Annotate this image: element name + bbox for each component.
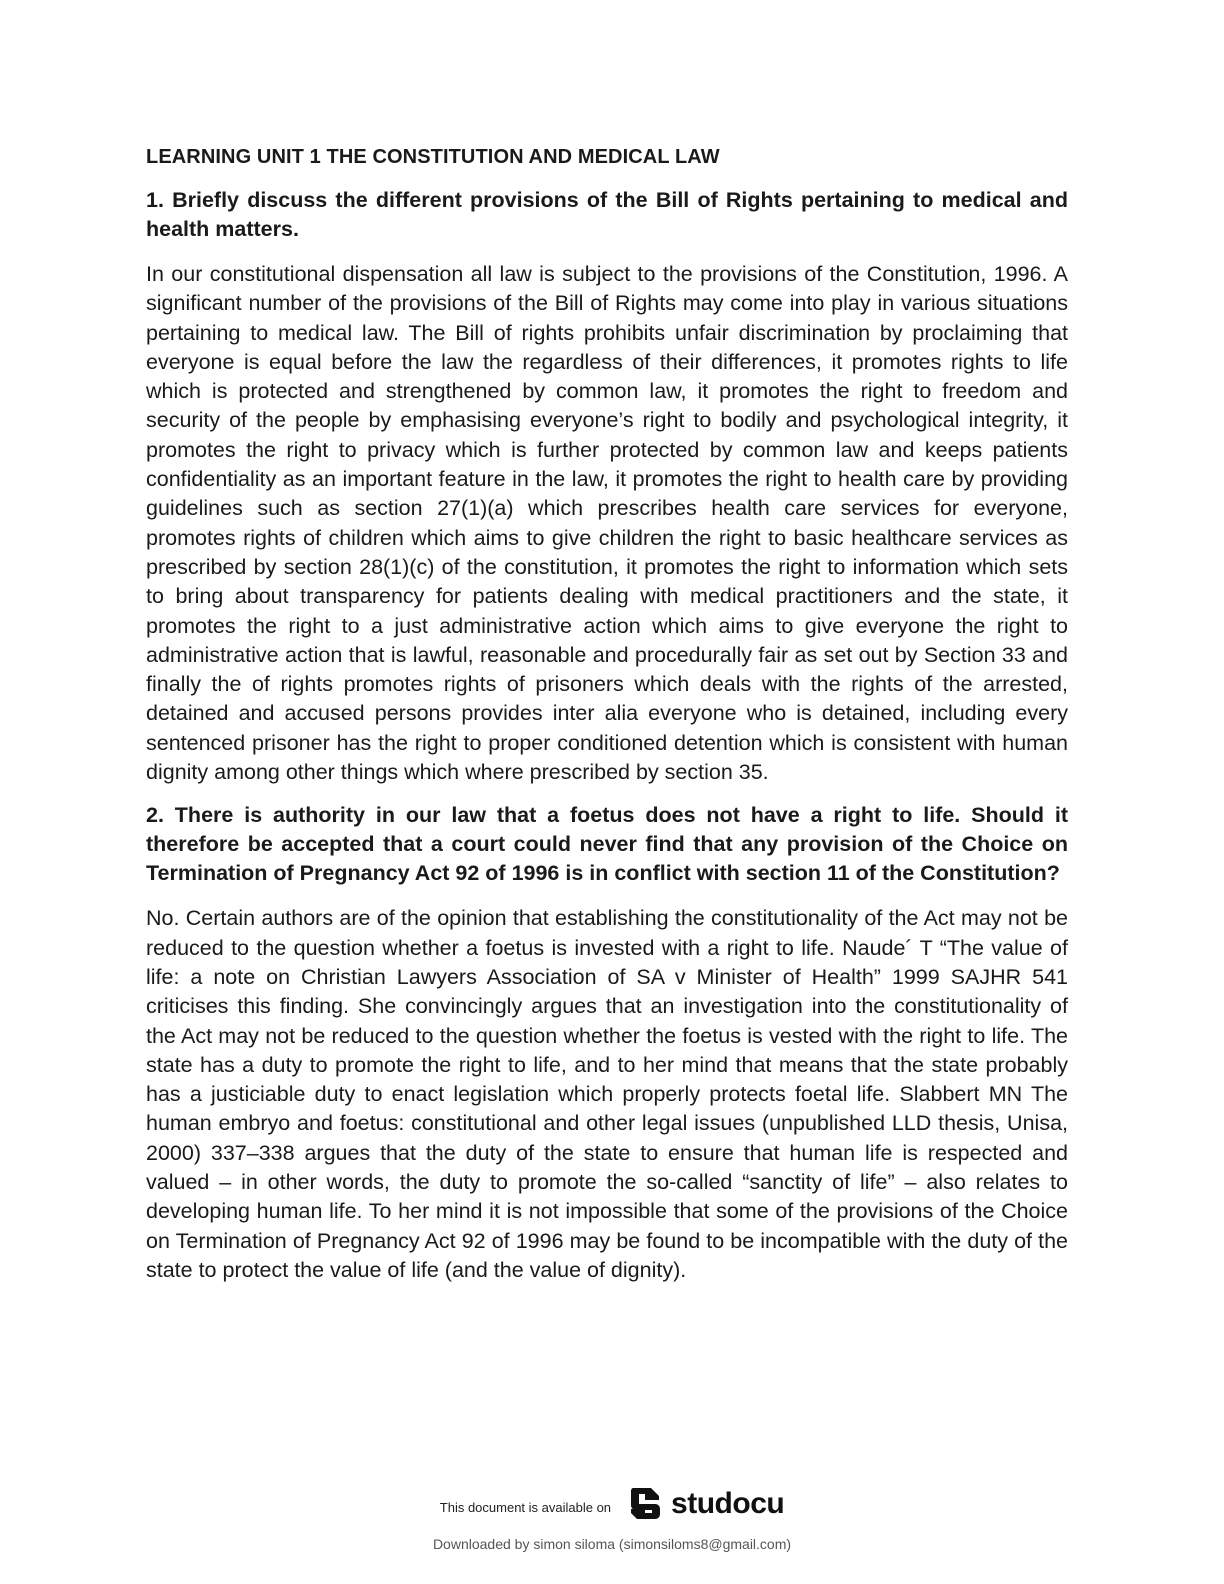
question-1: 1. Briefly discuss the different provisions of the Bill of Rights pertaining to medical and health matters. — [146, 188, 1068, 241]
studocu-banner[interactable] — [0, 1480, 1224, 1528]
question-2: 2. There is authority in our law that a foetus does not have a right to life. Should it therefore be accepted that a court could never find that any provision of the Choice on Termination of Pregnancy Act 92 of 1996 is in conflict with section 11 of the Constitution? — [146, 803, 1068, 886]
available-on-text: This document is available on — [439, 1499, 612, 1515]
studocu-logo[interactable] — [625, 1482, 784, 1527]
studocu-wordmark: studocu — [671, 1487, 785, 1520]
answer-1: In our constitutional dispensation all law is subject to the provisions of the Constitution, 1996. A significant number of the provisions of the Bill of Rights may come into play in various situations pertaining to medical law. The Bill of rights prohibits unfair discrimination by proclaiming that everyone is equal before the law the regardless of their differences, it promotes rights to life which is protected and strengthened by common law, it promotes the right to freedom and security of the people by emphasising everyone’s right to bodily and psychological integrity, it promotes the right to privacy which is further protected by common law and keeps patients confidentiality as an important feature in the law, it promotes the right to health care by providing guidelines such as section 27(1)(a) which prescribes health care services for everyone, promotes rights of children which aims to give children the right to basic healthcare services as prescribed by section 28(1)(c) of the constitution, it promotes the right to information which sets to bring about transparency for patients dealing with medical practitioners and the state, it promotes the right to a just administrative action which aims to give everyone the right to administrative action that is lawful, reasonable and procedurally fair as set out by Section 33 and finally the of rights promotes rights of prisoners which deals with the rights of the arrested, detained and accused persons provides inter alia everyone who is detained, including every sentenced prisoner has the right to proper conditioned detention which is consistent with human dignity among other things which where prescribed by section 35. — [146, 262, 1068, 785]
page-footer — [0, 1480, 1224, 1552]
unit-title: LEARNING UNIT 1 THE CONSTITUTION AND MEDICAL LAW — [146, 146, 720, 168]
downloaded-by-text: Downloaded by simon siloma (simonsiloms8@gmail.com) — [432, 1536, 792, 1552]
answer-2: No. Certain authors are of the opinion that establishing the constitutionality of the Act may not be reduced to the question whether a foetus is invested with a right to life. Naude´ T “The value of life: a note on Christian Lawyers Association of SA v Minister of Health” 1999 SAJHR 541 criticises this finding. She convincingly argues that an investigation into the constitutionality of the Act may not be reduced to the question whether the foetus is vested with the right to life. The state has a duty to promote the right to life, and to her mind that means that the state probably has a justiciable duty to enact legislation which properly protects foetal life. Slabbert MN The human embryo and foetus: constitutional and other legal issues (unpublished LLD thesis, Unisa, 2000) 337–338 argues that the duty of the state to ensure that human life is respected and valued – in other words, the duty to promote the so-called “sanctity of life” – also relates to developing human life. To her mind it is not impossible that some of the provisions of the Choice on Termination of Pregnancy Act 92 of 1996 may be found to be incompatible with the duty of the state to protect the value of life (and the value of dignity). — [146, 906, 1068, 1282]
document-body — [146, 142, 1068, 1299]
studocu-logo-icon — [625, 1482, 665, 1527]
